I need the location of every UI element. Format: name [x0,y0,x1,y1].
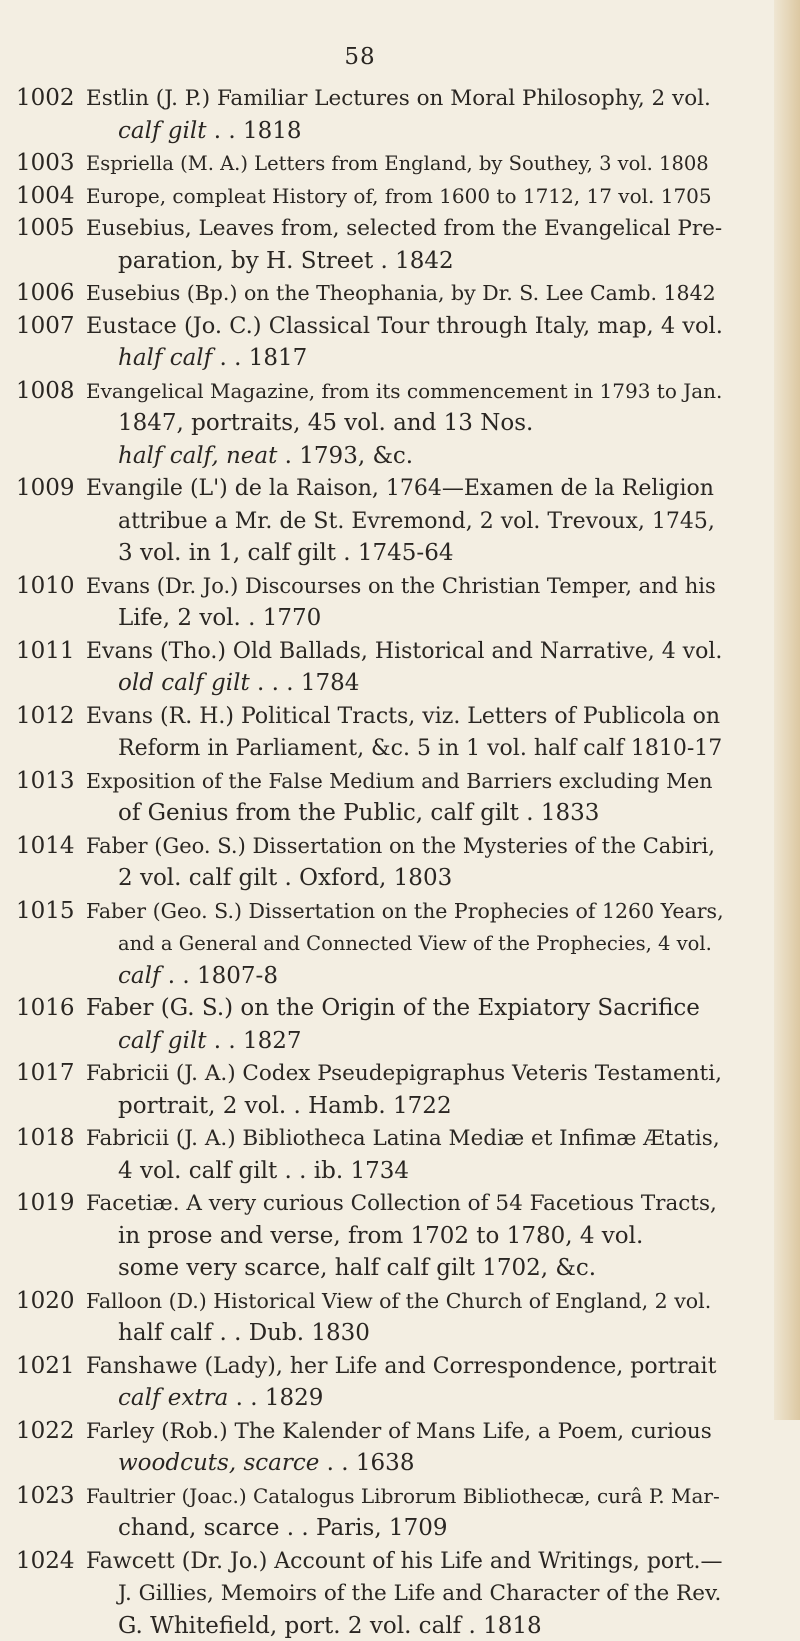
entry-detail-line: calf . . 1807-8 [118,962,278,989]
entry-title-line: Evangelical Magazine, from its commencement in 1793 to Jan. [86,378,723,403]
lot-number: 1010 [16,572,75,599]
entry-title-line: Evans (R. H.) Political Tracts, viz. Letters of Publicola on [86,703,721,729]
entry-detail-line: half calf, neat . 1793, &c. [118,442,414,469]
entry-title-line: Evans (Dr. Jo.) Discourses on the Christian Temper, and his [86,573,716,598]
page-edge [774,0,800,1420]
lot-number: 1005 [16,215,75,241]
entry-detail-line: calf gilt . . 1818 [118,117,302,144]
entry-detail-line: J. Gillies, Memoirs of the Life and Character of the Rev. [118,1581,722,1606]
lot-number: 1018 [16,1125,75,1151]
entry-detail-line: Reform in Parliament, &c. 5 in 1 vol. half calf 1810-17 [118,736,723,761]
entry-title-line: Fanshawe (Lady), her Life and Correspondence, portrait [86,1353,717,1379]
lot-number: 1023 [16,1482,75,1509]
entry-title-line: Faber (G. S.) on the Origin of the Expiatory Sacrifice [86,995,700,1021]
entry-detail-line: 2 vol. calf gilt . Oxford, 1803 [118,865,453,891]
entry-title-line: Fabricii (J. A.) Bibliotheca Latina Mediæ et Infimæ Ætatis, [86,1126,720,1151]
entry-detail-line: some very scarce, half calf gilt 1702, &c. [118,1255,597,1281]
lot-number: 1016 [16,995,75,1021]
entry-title-line: Faber (Geo. S.) Dissertation on the Prophecies of 1260 Years, [86,898,724,923]
entry-detail-line: old calf gilt . . . 1784 [118,670,360,696]
entry-detail-line: chand, scarce . . Paris, 1709 [118,1515,448,1541]
lot-number: 1024 [16,1547,75,1574]
entry-detail-line: paration, by H. Street . 1842 [118,247,454,274]
entry-detail-line: half calf . . Dub. 1830 [118,1320,370,1346]
entry-title-line: Falloon (D.) Historical View of the Church of England, 2 vol. [86,1288,712,1313]
page-number: 58 [344,44,376,70]
entry-title-line: Exposition of the False Medium and Barriers excluding Men [86,768,713,793]
entry-title-line: Farley (Rob.) The Kalender of Mans Life, a Poem, curious [86,1418,712,1444]
lot-number: 1021 [16,1352,75,1379]
entry-detail-line: 3 vol. in 1, calf gilt . 1745-64 [118,540,454,566]
lot-number: 1022 [16,1417,75,1444]
lot-number: 1006 [16,280,75,306]
entry-detail-line: Life, 2 vol. . 1770 [118,605,322,631]
lot-number: 1004 [16,182,75,209]
lot-number: 1011 [16,637,75,664]
entry-title-line: Estlin (J. P.) Familiar Lectures on Moral Philosophy, 2 vol. [86,86,711,111]
entry-detail-line: in prose and verse, from 1702 to 1780, 4 vol. [118,1222,644,1249]
entry-title-line: Europe, compleat History of, from 1600 to 1712, 17 vol. 1705 [86,183,712,208]
lot-number: 1008 [16,377,75,404]
entry-detail-line: attribue a Mr. de St. Evremond, 2 vol. Trevoux, 1745, [118,508,715,534]
entry-title-line: Faultrier (Joac.) Catalogus Librorum Bibliothecæ, curâ P. Mar- [86,1483,720,1508]
entry-title-line: Evangile (L') de la Raison, 1764—Examen de la Religion [86,476,714,501]
entry-detail-line: of Genius from the Public, calf gilt . 1833 [118,800,600,826]
entry-detail-line: and a General and Connected View of the Prophecies, 4 vol. [118,932,712,955]
lot-number: 1007 [16,312,75,339]
lot-number: 1012 [16,702,75,729]
entry-detail-line: half calf . . 1817 [118,345,308,371]
lot-number: 1017 [16,1060,75,1086]
entry-detail-line: 1847, portraits, 45 vol. and 13 Nos. [118,410,534,436]
entry-title-line: Faber (Geo. S.) Dissertation on the Mysteries of the Cabiri, [86,833,715,858]
entry-detail-line: G. Whitefield, port. 2 vol. calf . 1818 [118,1612,542,1639]
lot-number: 1003 [16,150,75,176]
entry-detail-line: calf gilt . . 1827 [118,1027,302,1054]
entry-title-line: Espriella (M. A.) Letters from England, by Southey, 3 vol. 1808 [86,152,709,175]
entry-detail-line: woodcuts, scarce . . 1638 [118,1450,415,1476]
entry-title-line: Facetiæ. A very curious Collection of 54 Facetious Tracts, [86,1191,717,1216]
entry-detail-line: 4 vol. calf gilt . . ib. 1734 [118,1157,410,1184]
entry-title-line: Evans (Tho.) Old Ballads, Historical and Narrative, 4 vol. [86,638,723,664]
lot-number: 1020 [16,1287,75,1314]
entry-title-line: Eustace (Jo. C.) Classical Tour through Italy, map, 4 vol. [86,312,723,339]
entry-detail-line: calf extra . . 1829 [118,1385,324,1411]
lot-number: 1019 [16,1190,75,1216]
lot-number: 1002 [16,85,75,111]
entry-title-line: Eusebius, Leaves from, selected from the Evangelical Pre- [86,216,723,241]
lot-number: 1009 [16,475,75,501]
lot-number: 1014 [16,832,75,859]
lot-number: 1015 [16,897,75,924]
entry-detail-line: portrait, 2 vol. . Hamb. 1722 [118,1092,452,1119]
entry-title-line: Fawcett (Dr. Jo.) Account of his Life and Writings, port.— [86,1548,723,1574]
entry-title-line: Eusebius (Bp.) on the Theophania, by Dr. S. Lee Camb. 1842 [86,281,716,305]
entry-title-line: Fabricii (J. A.) Codex Pseudepigraphus Veteris Testamenti, [86,1061,722,1086]
lot-number: 1013 [16,767,75,794]
